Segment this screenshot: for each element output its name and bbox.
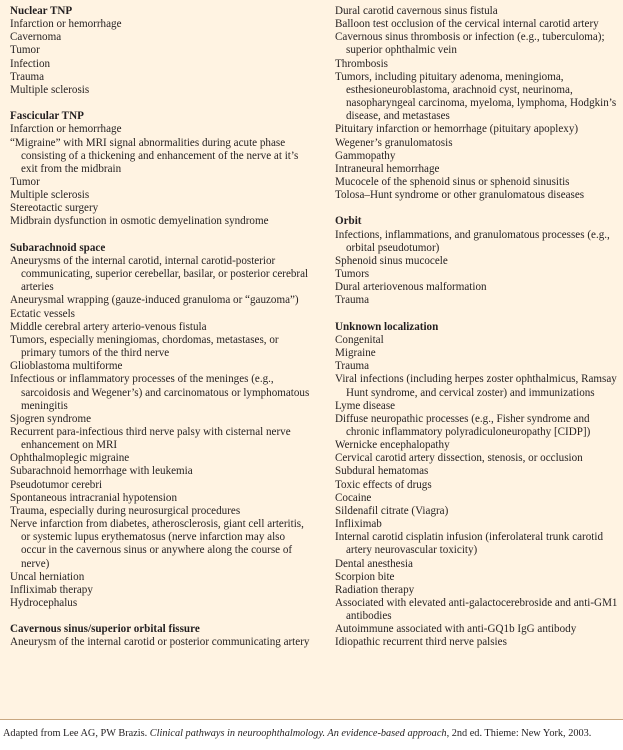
table-entry: Pseudotumor cerebri [10,478,103,491]
section-heading: Nuclear TNP [10,5,73,17]
table-entry: Uncal herniation [10,570,85,583]
table-entry: Dental anesthesia [335,557,413,570]
table-entry: Tumors, including pituitary adenoma, meningioma, esthesioneuroblastoma, arachnoid cyst, neurinoma, nasopharyngeal carcinoma, myeloma, lymphoma, Hodgkin’s disease, and metastases [335,70,617,123]
table-entry: “Migraine” with MRI signal abnormalities during acute phase consisting of a thickening and enhancement of the nerve at it’s exit from the midbrain [10,136,299,175]
table-entry: Idiopathic recurrent third nerve palsies [335,636,507,649]
table-entry: Thrombosis [335,57,389,70]
table-entry: Tumor [10,44,40,57]
table-entry: Infliximab [335,518,382,531]
table-section [10,242,310,610]
table-entry: Nerve infarction from diabetes, atherosclerosis, giant cell arteritis, or systemic lupus erythematosus (nerve infarction may also occur in the cavernous sinus or anywhere along the course of nerve) [10,518,304,570]
table-entry: Mucocele of the sphenoid sinus or sphenoid sinusitis [335,176,570,189]
table-entry: Gammopathy [335,149,396,162]
table-section [10,5,310,97]
table-entry: Tumors, especially meningiomas, chordomas, metastases, or primary tumors of the third nerve [10,333,279,360]
table-entry: Glioblastoma multiforme [10,360,123,373]
table-entry: Balloon test occlusion of the cervical internal carotid artery [335,18,599,31]
table-entry: Tumor [10,176,40,189]
table-entry: Trauma [335,294,370,307]
table-entry: Infarction or hemorrhage [10,18,122,31]
table-column-right [335,5,619,663]
table-section [335,215,619,307]
table-section [335,321,619,650]
table-entry: Radiation therapy [335,583,415,596]
table-entry: Cavernous sinus thrombosis or infection (e.g., tuberculoma); superior ophthalmic vein [335,31,605,57]
table-entry: Sphenoid sinus mucocele [335,254,448,267]
table-entry: Tumors [335,268,370,281]
table-entry: Sildenafil citrate (Viagra) [335,504,449,517]
table-entry: Tolosa–Hunt syndrome or other granulomatous diseases [335,189,585,202]
table-entry: Diffuse neuropathic processes (e.g., Fisher syndrome and chronic inflammatory polyradiculoneuropathy [CIDP]) [335,412,591,438]
section-heading: Cavernous sinus/superior orbital fissure [10,623,200,636]
table-entry: Multiple sclerosis [10,189,90,202]
section-heading: Orbit [335,215,362,228]
table-entry: Intraneural hemorrhage [335,162,440,175]
caption-prefix: Adapted from Lee AG, PW Brazis. [3,728,150,739]
table-entry: Scorpion bite [335,570,395,583]
table-section [10,623,310,649]
table-entry: Cervical carotid artery dissection, stenosis, or occlusion [335,452,583,465]
section-heading: Unknown localization [335,320,439,333]
table-section [10,110,310,228]
table-entry: Dural carotid cavernous sinus fistula [335,5,498,17]
table-entry: Migraine [335,347,376,360]
table-entry: Recurrent para-infectious third nerve palsy with cisternal nerve enhancement on MRI [10,425,291,452]
source-caption [3,727,623,740]
table-entry: Subdural hematomas [335,465,429,478]
table-entry: Lyme disease [335,399,396,412]
table-entry: Trauma, especially during neurosurgical procedures [10,504,241,517]
caption-book-title: Clinical pathways in neuroophthalmology. An evidence-based approach [149,728,447,739]
table-entry: Infarction or hemorrhage [10,123,122,136]
table-entry: Toxic effects of drugs [335,478,432,491]
section-heading: Fascicular TNP [10,110,84,123]
table-entry: Trauma [335,360,370,373]
table-entry: Pituitary infarction or hemorrhage (pituitary apoplexy) [335,123,579,136]
table-entry: Wernicke encephalopathy [335,439,450,452]
table-entry: Ophthalmoplegic migraine [10,452,130,465]
table-entry: Trauma [10,70,45,83]
table-entry: Aneurysms of the internal carotid, internal carotid-posterior communicating, superior cerebellar, basilar, or posterior cerebral arteries [10,254,309,294]
table-entry: Infliximab therapy [10,583,93,596]
table-entry: Infection [10,57,51,70]
table-entry: Aneurysm of the internal carotid or posterior communicating artery [10,636,310,649]
table-entry: Infections, inflammations, and granulomatous processes (e.g., orbital pseudotumor) [335,228,610,254]
table-entry: Hydrocephalus [10,597,78,609]
section-heading: Subarachnoid space [10,241,106,254]
table-entry: Multiple sclerosis [10,83,90,96]
table-entry: Spontaneous intracranial hypotension [10,491,177,504]
table-entry: Subarachnoid hemorrhage with leukemia [10,465,193,478]
table-entry: Internal carotid cisplatin infusion (inferolateral trunk carotid artery neurovascular toxicity) [335,531,603,557]
table-entry: Ectatic vessels [10,307,75,320]
table-entry: Dural arteriovenous malformation [335,281,487,294]
table-entry: Aneurysmal wrapping (gauze-induced granuloma or “gauzoma”) [10,294,299,307]
table-column-left [10,5,310,663]
table-entry: Viral infections (including herpes zoster ophthalmicus, Ramsay Hunt syndrome, and cervical zoster) and immunizations [335,373,617,399]
table-section [335,5,619,202]
table-entry: Cocaine [335,491,372,504]
table-entry: Sjogren syndrome [10,412,92,425]
table-entry: Associated with elevated anti-galactocerebroside and anti-GM1 antibodies [335,597,618,623]
table-entry: Wegener’s granulomatosis [335,136,453,149]
table-entry: Stereotactic surgery [10,202,99,215]
table-entry: Infectious or inflammatory processes of the meninges (e.g., sarcoidosis and Wegener’s) and carcinomatous or lymphomatous meningitis [10,373,310,412]
table-entry: Congenital [335,333,384,346]
caption-suffix: , 2nd ed. Thieme: New York, 2003. [446,728,592,739]
table-entry: Cavernoma [10,31,62,44]
table-entry: Middle cerebral artery arterio-venous fistula [10,320,207,333]
table-entry: Midbrain dysfunction in osmotic demyelination syndrome [10,215,269,228]
table-entry: Autoimmune associated with anti-GQ1b IgG antibody [335,623,577,636]
